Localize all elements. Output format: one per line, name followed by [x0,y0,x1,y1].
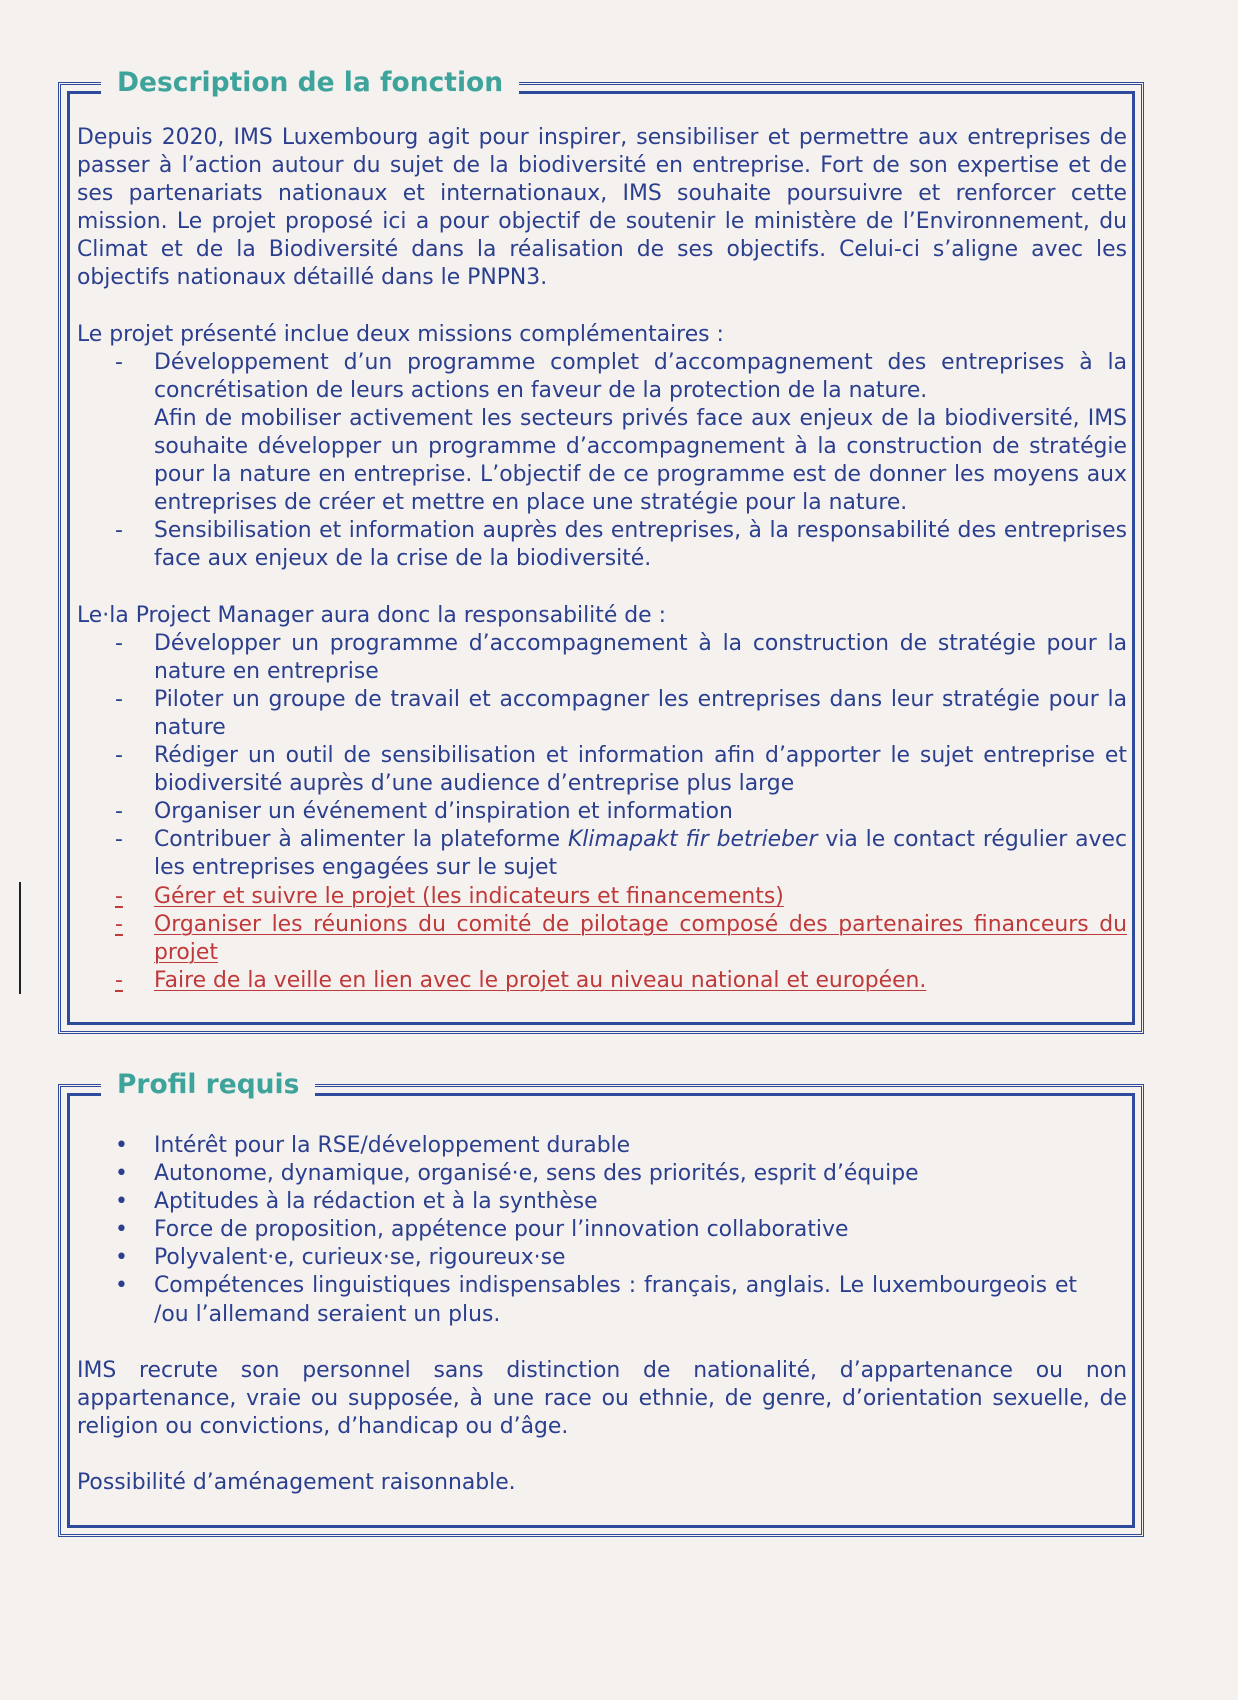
list-item: - Organiser un événement d’inspiration et information [77,798,1127,826]
change-bar [19,882,21,994]
diversity-statement: IMS recrute son personnel sans distinction de nationalité, d’appartenance ou non appartenance, vraie ou supposée, à une race ou ethnie, de genre, d’orientation sexuelle, de religion ou convictions, d’handicap ou d’âge. [77,1357,1127,1439]
description-section [58,67,1144,1034]
list-item: • Aptitudes à la rédaction et à la synthèse [77,1188,1127,1216]
missions-lead: Le projet présenté inclue deux missions complémentaires : [77,321,724,347]
list-item: • Force de proposition, appétence pour l’innovation collaborative [77,1216,1127,1244]
list-item: • Autonome, dynamique, organisé·e, sens des priorités, esprit d’équipe [77,1160,1127,1188]
list-item-tracked-insertion: - Faire de la veille en lien avec le projet au niveau national et européen. [77,967,1127,995]
list-item: - Rédiger un outil de sensibilisation et information afin d’apporter le sujet entreprise et biodiversité auprès d’une audience d’entreprise plus large [77,742,1127,798]
list-item: • Intérêt pour la RSE/développement durable [77,1132,1127,1160]
resp5-text-after: via le contact régulier avec les entreprises engagées sur le sujet [154,827,1127,881]
responsibilities-list [77,630,1127,995]
missions-list [77,349,1127,574]
responsibilities-lead: Le·la Project Manager aura donc la responsabilité de : [77,602,666,628]
list-item: - Développer un programme d’accompagnement à la construction de stratégie pour la nature en entreprise [77,630,1127,686]
list-item-tracked-insertion: - Organiser les réunions du comité de pilotage composé des partenaires financeurs du projet [77,911,1127,967]
mission-1: - Développement d’un programme complet d’accompagnement des entreprises à la concrétisation de leurs actions en faveur de la protection de la nature. [154,349,1127,403]
resp5-text-before: Contribuer à alimenter la plateforme [154,827,568,853]
profile-content [77,1132,1127,1497]
list-item [77,349,1127,518]
list-item: - Sensibilisation et information auprès des entreprises, à la responsabilité des entreprises face aux enjeux de la crise de la biodiversité. [77,517,1127,573]
list-item-tracked-insertion: - Gérer et suivre le projet (les indicateurs et financements) [77,883,1127,911]
section-title: Profil requis [101,1070,315,1100]
section-title: Description de la fonction [101,68,519,98]
list-item [77,826,1127,882]
mission-1-detail: Afin de mobiliser activement les secteurs privés face aux enjeux de la biodiversité, IMS souhaite développer un programme d’accompagnement à la construction de stratégie pour la nature en entreprise. L’objectif de ce programme est de donner les moyens aux entreprises de créer et mettre en place une stratégie pour la nature. [154,405,1127,516]
accommodation-statement: Possibilité d’aménagement raisonnable. [77,1470,516,1496]
platform-name: Klimapakt fir betrieber [567,827,818,853]
list-item: • Polyvalent·e, curieux·se, rigoureux·se [77,1244,1127,1272]
profile-list [77,1132,1127,1329]
intro-paragraph: Depuis 2020, IMS Luxembourg agit pour inspirer, sensibiliser et permettre aux entreprises de passer à l’action autour du sujet de la biodiversité en entreprise. Fort de son expertise et de ses partenariats nationaux et internationaux, IMS souhaite poursuivre et renforcer cette mission. Le projet proposé ici a pour objectif de soutenir le ministère de l’Environnement, du Climat et de la Biodiversité dans la réalisation de ses objectifs. Celui-ci s’aligne avec les objectifs nationaux détaillé dans le PNPN3. [77,125,1127,291]
list-item: - Piloter un groupe de travail et accompagner les entreprises dans leur stratégie pour la nature [77,686,1127,742]
profile-section [58,1069,1144,1537]
description-content [77,124,1127,995]
list-item: • Compétences linguistiques indispensables : français, anglais. Le luxembourgeois et /ou l’allemand seraient un plus. [77,1272,1127,1328]
